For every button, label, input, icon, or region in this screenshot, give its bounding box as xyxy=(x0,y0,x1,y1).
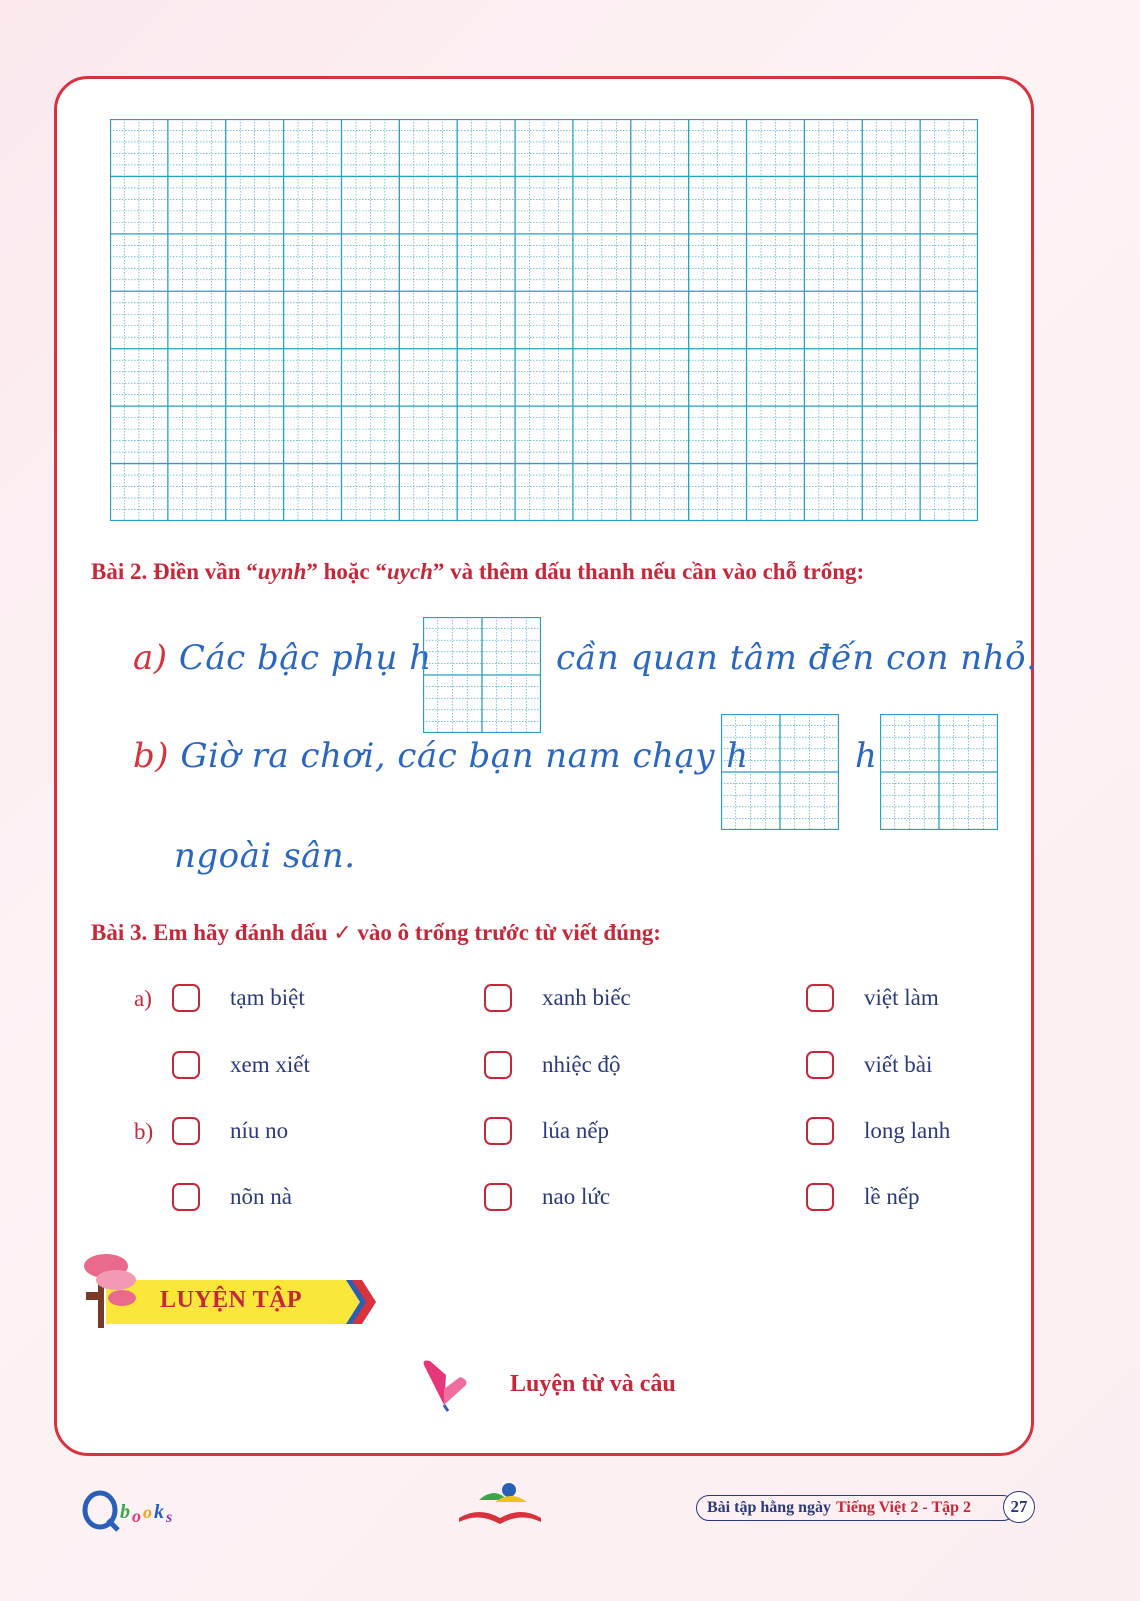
svg-text:o: o xyxy=(132,1506,141,1526)
checkbox[interactable] xyxy=(172,1051,200,1079)
sentence-a-end: cần quan tâm đến con nhỏ. xyxy=(556,638,1038,678)
word-option-label: xanh biếc xyxy=(542,985,631,1010)
book-logo-icon xyxy=(455,1478,545,1526)
item-b-marker: b) xyxy=(133,736,170,776)
group-a-label: a) xyxy=(134,986,152,1011)
word-option-label: nhiệc độ xyxy=(542,1052,621,1077)
check-mark-icon: ✓ xyxy=(333,921,352,946)
footer-book-title: Bài tập hằng ngày Tiếng Việt 2 - Tập 2 xyxy=(696,1495,1016,1521)
checkbox[interactable] xyxy=(806,1117,834,1145)
word-option[interactable] xyxy=(484,1115,609,1147)
qbooks-logo xyxy=(82,1488,182,1532)
checkbox[interactable] xyxy=(806,984,834,1012)
word-option[interactable] xyxy=(806,1181,920,1213)
group-b-label: b) xyxy=(134,1119,154,1144)
svg-text:o: o xyxy=(143,1502,152,1522)
checkbox[interactable] xyxy=(484,984,512,1012)
word-option[interactable] xyxy=(172,1115,288,1147)
word-option[interactable] xyxy=(484,1049,621,1081)
sentence-a-start: a) Các bậc phụ h xyxy=(133,638,432,678)
word-option[interactable] xyxy=(484,982,631,1014)
svg-text:s: s xyxy=(166,1509,173,1526)
practice-banner-label: LUYỆN TẬP xyxy=(160,1287,303,1313)
word-option-label: lề nếp xyxy=(864,1184,920,1209)
sentence-b-middle: h xyxy=(855,736,878,776)
page-number: 27 xyxy=(1003,1491,1035,1523)
word-option-label: long lanh xyxy=(864,1118,951,1143)
word-option-label: xem xiết xyxy=(230,1052,310,1077)
exercise-3-number: Bài 3. xyxy=(91,920,148,945)
item-a-marker: a) xyxy=(133,638,168,678)
word-option[interactable] xyxy=(806,982,939,1014)
checkbox[interactable] xyxy=(484,1183,512,1211)
word-option[interactable] xyxy=(172,1181,292,1213)
section-subtitle: Luyện từ và câu xyxy=(510,1371,676,1397)
word-option[interactable] xyxy=(172,982,305,1014)
word-option-label: lúa nếp xyxy=(542,1118,610,1143)
exercise-2-heading: Bài 2. Điền vần “uynh” hoặc “uych” và thêm dấu thanh nếu cần vào chỗ trống: xyxy=(91,559,865,584)
fill-box-a[interactable] xyxy=(423,617,541,733)
word-option[interactable] xyxy=(806,1115,950,1147)
writing-grid[interactable] xyxy=(110,119,978,521)
checkbox[interactable] xyxy=(484,1117,512,1145)
checkbox[interactable] xyxy=(484,1051,512,1079)
checkbox[interactable] xyxy=(172,984,200,1012)
word-option-label: viết bài xyxy=(864,1052,933,1077)
sentence-b-continuation: ngoài sân. xyxy=(174,836,356,876)
word-option-label: nao lức xyxy=(542,1184,611,1209)
fill-box-b1[interactable] xyxy=(721,714,839,830)
svg-text:b: b xyxy=(120,1501,130,1523)
checkbox[interactable] xyxy=(806,1051,834,1079)
word-option[interactable] xyxy=(806,1049,932,1081)
vowel-uynh: uynh xyxy=(257,559,307,584)
checkbox[interactable] xyxy=(806,1183,834,1211)
vowel-uych: uych xyxy=(386,559,433,584)
exercise-3-heading: Bài 3. Em hãy đánh dấu ✓ vào ô trống trước từ viết đúng: xyxy=(91,920,661,946)
fill-box-b2[interactable] xyxy=(880,714,998,830)
word-option-label: nõn nà xyxy=(230,1184,292,1209)
word-option[interactable] xyxy=(484,1181,610,1213)
exercise-2-number: Bài 2. xyxy=(91,559,148,584)
word-option[interactable] xyxy=(172,1049,310,1081)
butterfly-icon xyxy=(420,1355,468,1413)
word-option-label: tạm biệt xyxy=(230,985,305,1010)
checkbox[interactable] xyxy=(172,1183,200,1211)
sentence-b-start: b) Giờ ra chơi, các bạn nam chạy h xyxy=(133,736,749,776)
checkbox[interactable] xyxy=(172,1117,200,1145)
word-option-label: việt làm xyxy=(864,985,939,1010)
svg-text:k: k xyxy=(154,1501,164,1523)
word-option-label: níu no xyxy=(230,1118,289,1143)
